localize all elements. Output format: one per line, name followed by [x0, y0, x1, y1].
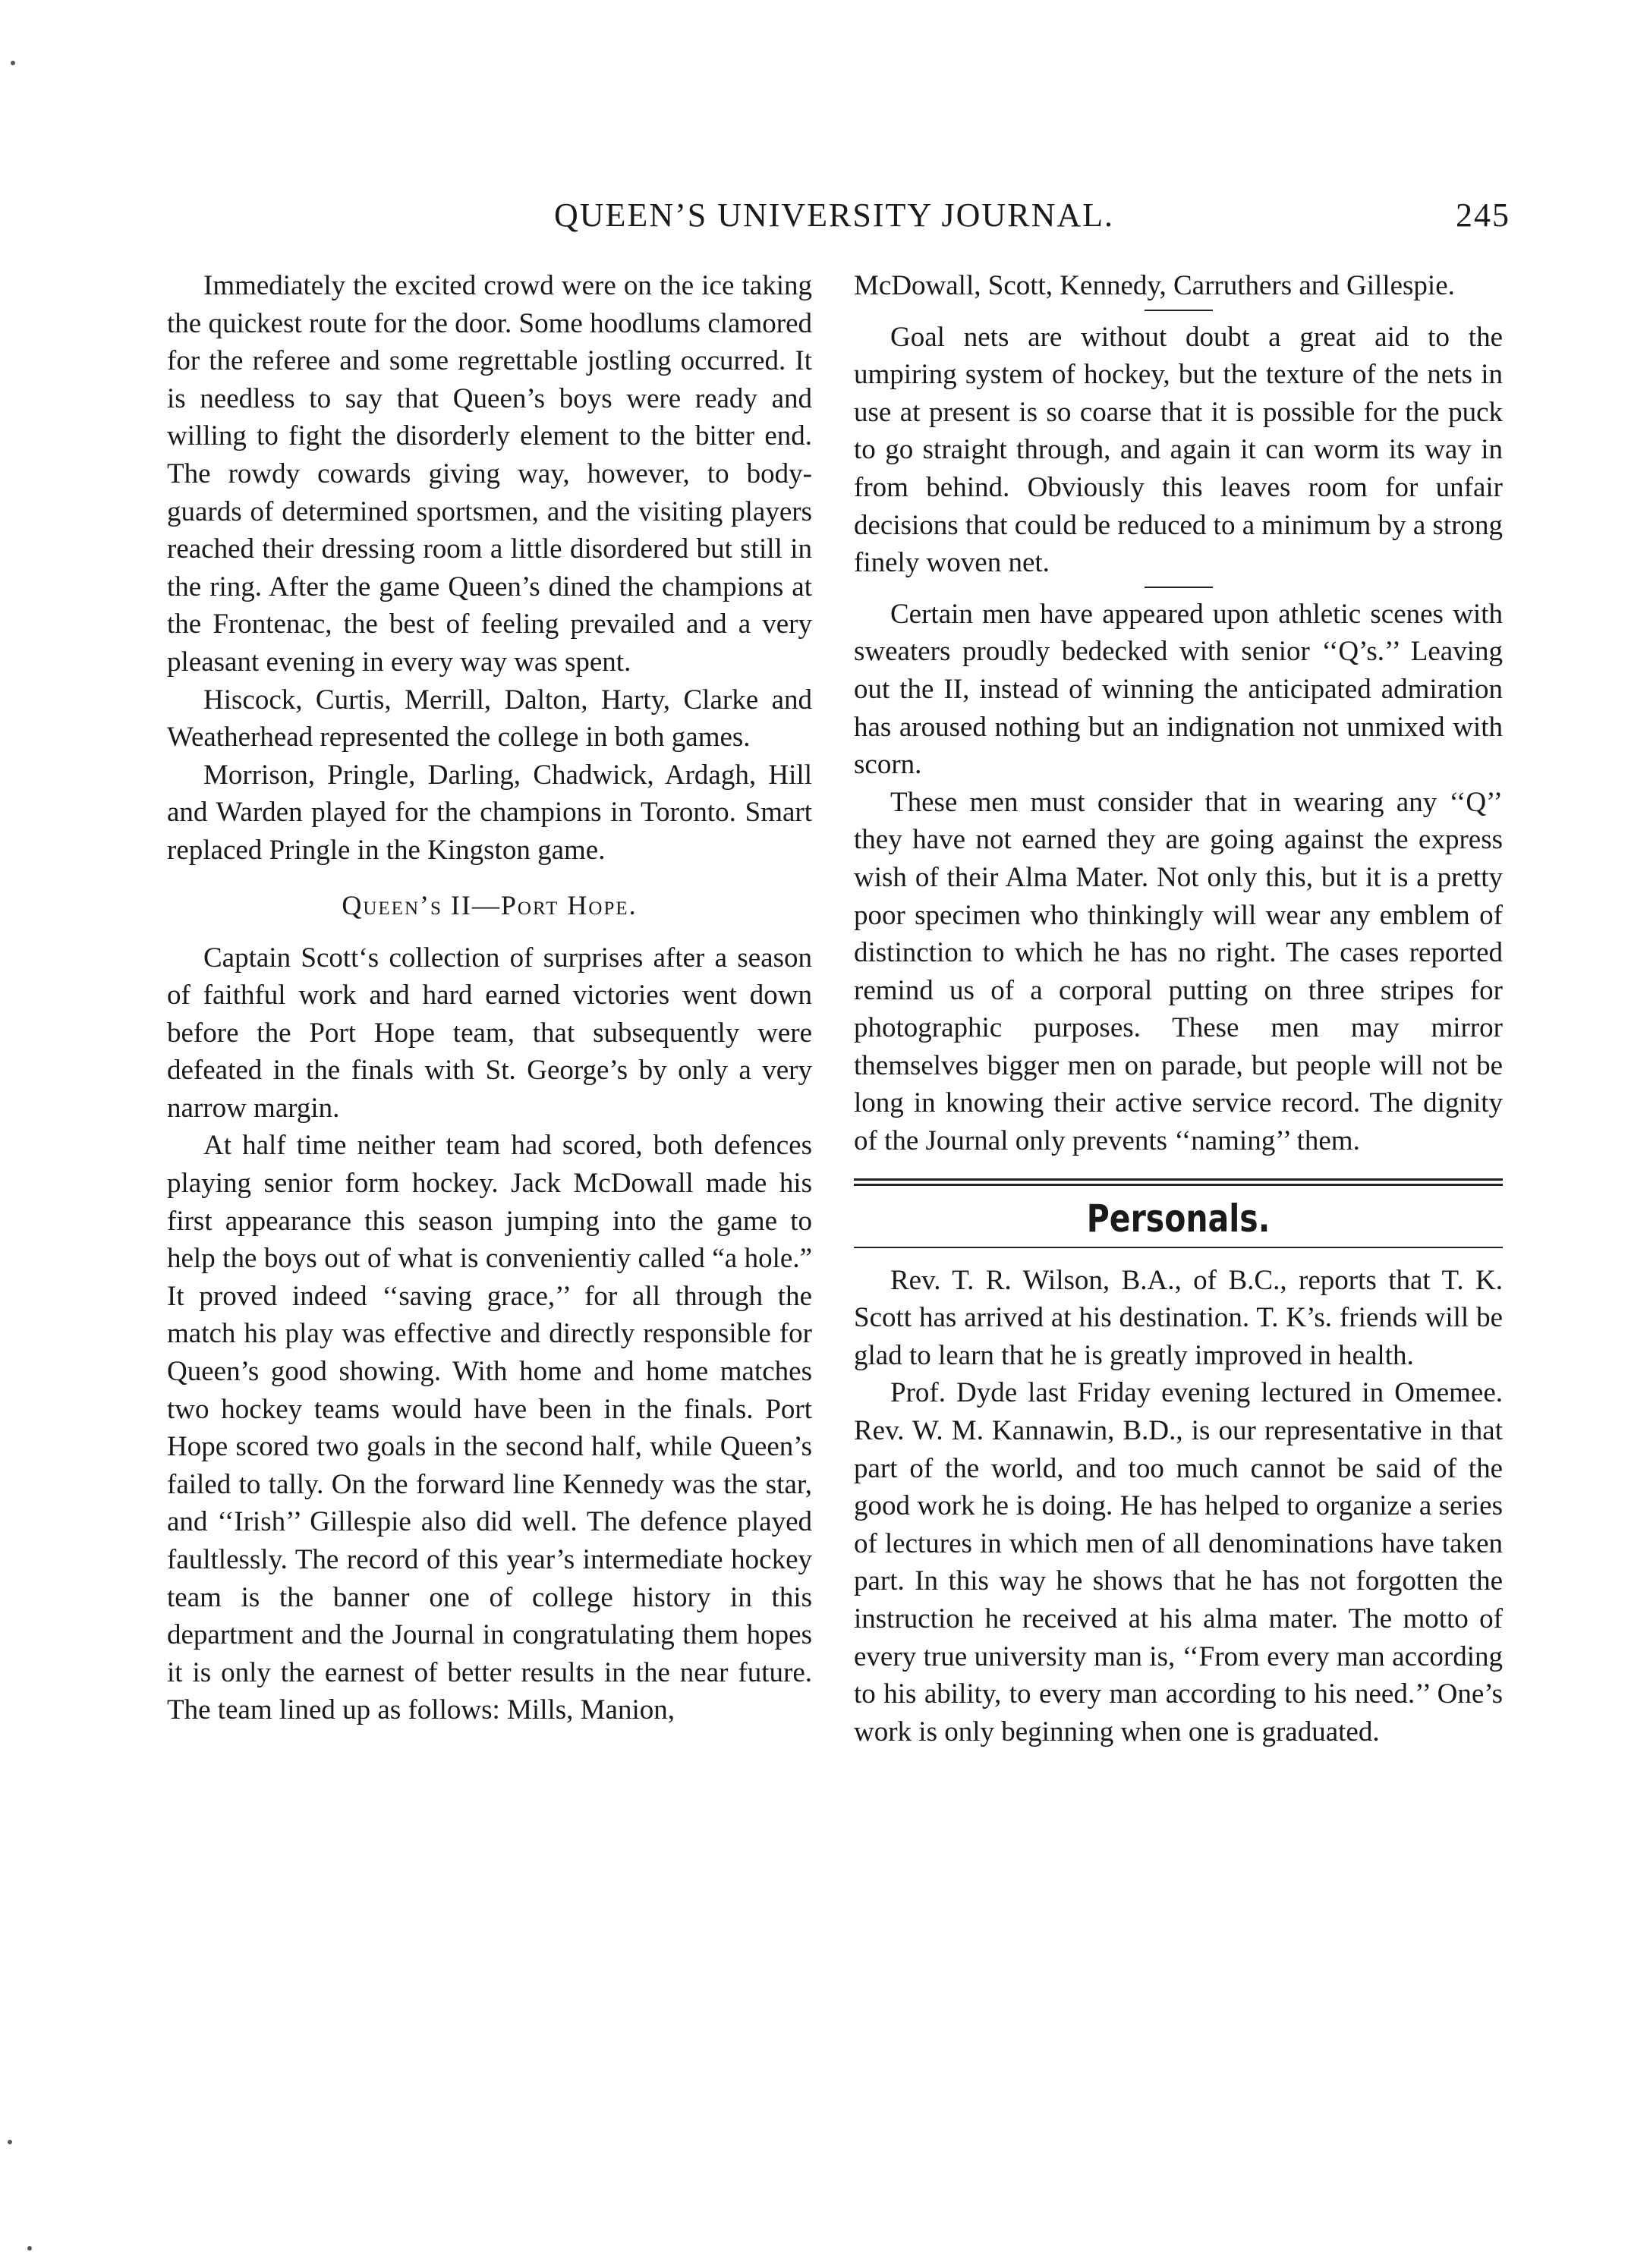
- paragraph-dyde-lecture: Prof. Dyde last Friday evening lectured in Omemee. Rev. W. M. Kannawin, B.D., is our representative in that part of the world, and too much cannot be said of the good work he is doing. He has helped to organize a series of lectures in which men of all denominations have taken part. In this way he shows that he has not forgotten the instruction he received at his alma mater. The motto of every true university man is, ‘‘From every man according to his ability, to every man according to his need.’’ One’s work is only beginning when one is graduated.: [854, 1377, 1503, 1747]
- right-column: [854, 267, 1503, 1751]
- margin-speck: [27, 2246, 32, 2251]
- paragraph-captain-scott: Captain Scott‘s collection of surprises after a season of faithful work and hard earned victories went down before the Port Hope team, that subsequently were defeated in the finals with St. George’s by only a very narrow margin.: [167, 942, 812, 1124]
- section-divider: [1145, 587, 1213, 588]
- paragraph-lineup-continued: McDowall, Scott, Kennedy, Carruthers and Gillespie.: [854, 270, 1455, 301]
- paragraph-game-aftermath: Immediately the excited crowd were on the ice taking the quickest route for the door. Some hoodlums clamored for the referee and some regrettable jostling occurred. It is needless to say that Queen’s boys were ready and willing to fight the disorderly element to the bitter end. The rowdy cowards giving way, however, to body-guards of determined sportsmen, and the visiting players reached their dressing room a little disordered but still in the ring. After the game Queen’s dined the champions at the Frontenac, the best of feeling prevailed and a very pleasant evening in every way was spent.: [167, 270, 812, 678]
- paragraph-wilson-report: Rev. T. R. Wilson, B.A., of B.C., reports that T. K. Scott has arrived at his destination. T. K’s. friends will be glad to learn that he is greatly improved in health.: [854, 1264, 1503, 1371]
- paragraph-goal-nets: Goal nets are without doubt a great aid to the umpiring system of hockey, but the texture of the nets in use at present is so coarse that it is possible for the puck to go straight through, and again it can worm its way in from behind. Obviously this leaves room for unfair decisions that could be reduced to a minimum by a strong finely woven net.: [854, 321, 1503, 579]
- heading-underline: [854, 1247, 1503, 1248]
- paragraph-wearing-q: These men must consider that in wearing any ‘‘Q’’ they have not earned they are going against the express wish of their Alma Mater. Not only this, but it is a pretty poor specimen who thinkingly will wear any emblem of distinction to which he has no right. The cases reported remind us of a corporal putting on three stripes for photographic purposes. These men may mirror themselves bigger men on parade, but people will not be long in knowing their active service record. The dignity of the Journal only prevents ‘‘naming’’ them.: [854, 786, 1503, 1157]
- paragraph-champion-players: Morrison, Pringle, Darling, Chadwick, Ardagh, Hill and Warden played for the champions in Toronto. Smart replaced Pringle in the Kingston game.: [167, 759, 812, 866]
- left-column: [167, 267, 812, 1729]
- margin-speck: [8, 2140, 12, 2144]
- paragraph-sweaters: Certain men have appeared upon athletic scenes with sweaters proudly bedecked with senior ‘‘Q’s.’’ Leaving out the II, instead of winning the anticipated admiration has aroused nothing but an indignation not unmixed with scorn.: [854, 598, 1503, 781]
- journal-title: QUEEN’S UNIVERSITY JOURNAL.: [554, 197, 1114, 234]
- paragraph-half-time: At half time neither team had scored, both defences playing senior form hockey. Jack McDowall made his first appearance this season jumping into the game to help the boys out of what is convenientiy called “a hole.” It proved indeed ‘‘saving grace,’’ for all through the match his play was effective and directly responsible for Queen’s good showing. With home and home matches two hockey teams would have been in the finals. Port Hope scored two goals in the second half, while Queen’s failed to tally. On the forward line Kennedy was the star, and ‘‘Irish’’ Gillespie also did well. The defence played faultlessly. The record of this year’s intermediate hockey team is the banner one of college history in this department and the Journal in congratulating them hopes it is only the earnest of better results in the near future. The team lined up as follows: Mills, Manion,: [167, 1130, 812, 1726]
- page-header: [167, 196, 1510, 241]
- personals-heading: Personals.: [1086, 1196, 1271, 1241]
- subheading-queens-ii-port-hope: Queen’s II—Port Hope.: [342, 889, 638, 920]
- paragraph-college-players: Hiscock, Curtis, Merrill, Dalton, Harty, Clarke and Weatherhead represented the college in both games.: [167, 684, 812, 753]
- section-divider: [1145, 310, 1213, 311]
- margin-speck: [11, 61, 15, 65]
- page-number: 245: [1456, 197, 1510, 234]
- double-rule: [854, 1178, 1503, 1186]
